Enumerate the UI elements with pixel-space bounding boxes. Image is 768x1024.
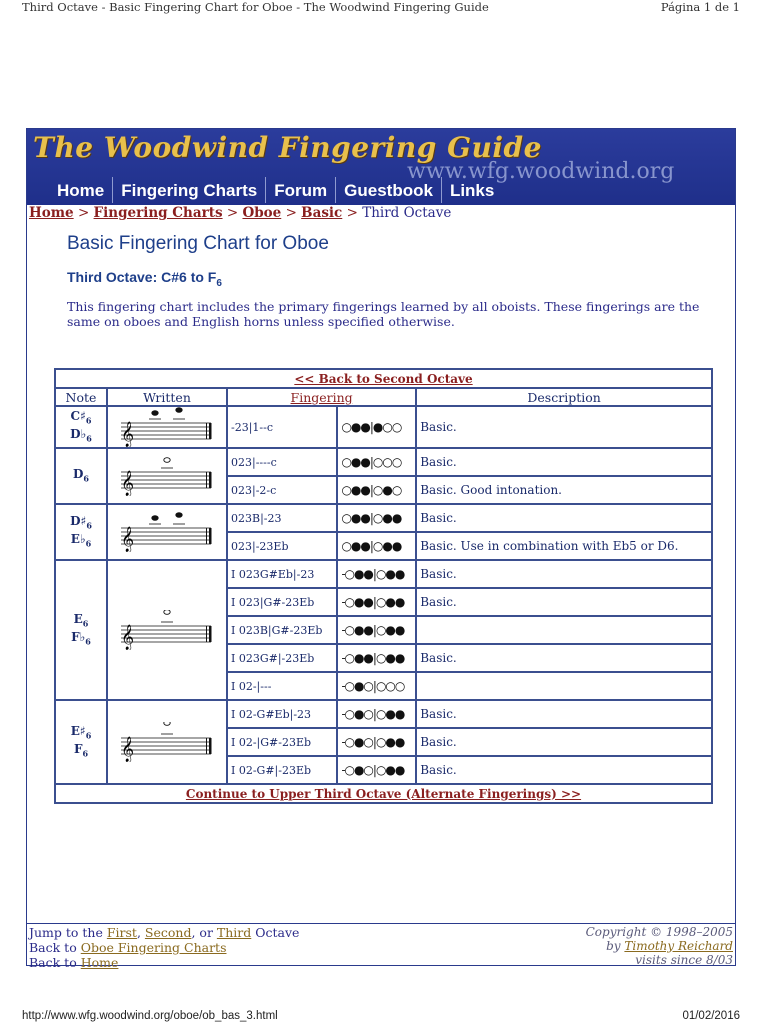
fingering-diagram: -○●○|○●● [337,700,416,728]
fingering-diagram: -○●●|○●● [337,616,416,644]
footer-credits [586,925,733,967]
fingering-diagram: -○●○|○○○ [337,672,416,700]
note-name: $D_6$ [73,466,89,484]
subtitle-sub: 6 [216,277,222,289]
breadcrumb-oboe[interactable]: Oboe [242,205,282,221]
note-name: $E_6$ [73,611,89,628]
header-note: Note [55,388,107,406]
back-cell [55,369,712,388]
breadcrumb-separator: > [226,205,243,221]
fingering-description: Basic. [416,448,712,476]
fingering-code: 023|-23Eb [227,532,337,560]
jump-second-link[interactable]: Second [144,925,192,940]
breadcrumb-separator: > [346,205,363,221]
fingering-row [55,700,712,728]
fingering-code: 023B|-23 [227,504,337,532]
note-name-enharmonic: $F_6$ [73,742,89,759]
fingering-row [55,504,712,532]
note-name-cell [55,700,107,784]
note-name: $C♯_6$ [70,408,92,425]
note-name-cell [55,406,107,448]
written-note-cell [107,448,227,504]
site-logo-url: www.wfg.woodwind.org [407,159,675,184]
svg-text:𝄞: 𝄞 [121,527,135,552]
fingering-code: I 02-G#|-23Eb [227,756,337,784]
continue-upper-third-octave-link[interactable]: Continue to Upper Third Octave (Alternate Fingerings) >> [185,786,582,801]
breadcrumb-separator: > [285,205,302,221]
nav-links[interactable]: Links [441,177,502,203]
footer-divider [27,923,735,924]
written-note-cell [107,504,227,560]
jump-prefix: Jump to the [29,925,103,940]
copyright-text: Copyright © 1998–2005 [585,925,733,939]
fingering-diagram: ○●●|○●● [337,504,416,532]
svg-text:𝄞: 𝄞 [121,422,135,447]
written-note-cell [107,560,227,700]
header-fingering-link[interactable]: Fingering [227,388,416,406]
breadcrumb-home[interactable]: Home [29,205,74,221]
fingering-diagram: -○●●|○●● [337,560,416,588]
footer-nav [29,925,299,970]
fingering-diagram: -○●●|○●● [337,644,416,672]
fingering-description: Basic. Use in combination with Eb5 or D6. [416,532,712,560]
jump-line: Jump to the First, Second, or Third Octave [29,925,300,940]
written-note-cell [107,406,227,448]
fingering-table [54,368,713,804]
staff-notation [117,722,217,762]
fingering-code: 023|----c [227,448,337,476]
author-link[interactable]: Timothy Reichard [624,939,733,953]
nav-guestbook[interactable]: Guestbook [335,177,441,203]
fingering-code: I 023|G#-23Eb [227,588,337,616]
fingering-description: Basic. [416,644,712,672]
back-oboe-line [29,940,299,955]
staff-notation [117,512,217,552]
fingering-diagram: ○●●|○●○ [337,476,416,504]
back-to-second-octave-link[interactable]: << Back to Second Octave [294,371,473,386]
breadcrumb [29,205,451,221]
note-name-enharmonic: $E♭_6$ [70,532,92,549]
fingering-diagram: -○●○|○●● [337,728,416,756]
print-page-number: Página 1 de 1 [660,0,740,14]
fingering-code: I 02-|G#-23Eb [227,728,337,756]
intro-text: This fingering chart includes the primary fingerings learned by all oboists. These fingerings are the same on oboes and English horns unless specified otherwise. [67,299,700,329]
fingering-diagram: -○●○|○●● [337,756,416,784]
svg-text:𝄞: 𝄞 [121,737,135,762]
note-name-cell [55,448,107,504]
by-prefix: by [606,939,621,953]
back-home-link[interactable]: Home [80,955,119,970]
written-note-cell [107,700,227,784]
fingering-diagram: ○●●|○●● [337,532,416,560]
fingering-description: Basic. [416,588,712,616]
fingering-code: I 023B|G#-23Eb [227,616,337,644]
staff-notation [117,407,217,447]
page-frame [26,128,736,970]
fingering-diagram: -○●●|○●● [337,588,416,616]
print-header [22,0,740,16]
subtitle-text: Third Octave: C#6 to F [67,269,217,285]
jump-third-link[interactable]: Third [216,925,252,940]
fingering-description: Basic. [416,700,712,728]
fingering-description: Basic. [416,406,712,448]
back-oboe-charts-link[interactable]: Oboe Fingering Charts [80,940,227,955]
back2-prefix: Back to [29,955,77,970]
nav-forum[interactable]: Forum [265,177,335,203]
header-description: Description [416,388,712,406]
back1-prefix: Back to [29,940,77,955]
print-date: 01/02/2016 [682,1010,740,1022]
back-row [55,369,712,388]
fingering-code: I 02-G#Eb|-23 [227,700,337,728]
note-name-cell [55,504,107,560]
visits-text: visits since 8/03 [635,953,733,967]
fingering-description: Basic. Good intonation. [416,476,712,504]
fingering-description [416,616,712,644]
staff-notation [117,456,217,496]
fingering-code: I 023G#|-23Eb [227,644,337,672]
nav-fingering-charts[interactable]: Fingering Charts [112,177,265,203]
site-banner [27,129,735,205]
table-header-row [55,388,712,406]
note-name-enharmonic: $F♭_6$ [71,630,91,647]
back-home-line [29,955,299,970]
fingering-description: Basic. [416,728,712,756]
main-nav [47,177,502,203]
note-name-cell [55,560,107,700]
print-url: http://www.wfg.woodwind.org/oboe/ob_bas_3.html [22,1010,278,1022]
fingering-description [416,672,712,700]
note-name-enharmonic: $D♭_6$ [70,427,92,444]
breadcrumb-separator: > [77,205,94,221]
fingering-code: 023|-2-c [227,476,337,504]
continue-cell [55,784,712,803]
fingering-description: Basic. [416,756,712,784]
jump-first-link[interactable]: First [106,925,137,940]
note-name: $D♯_6$ [70,513,92,530]
fingering-description: Basic. [416,504,712,532]
fingering-diagram: ○●●|○○○ [337,448,416,476]
header-written: Written [107,388,227,406]
author-line [586,939,733,953]
nav-home[interactable]: Home [57,181,105,200]
page-title: Basic Fingering Chart for Oboe [67,233,329,254]
print-title: Third Octave - Basic Fingering Chart for Oboe - The Woodwind Fingering Guide [22,0,489,14]
breadcrumb-current: Third Octave [362,205,452,221]
svg-text:𝄞: 𝄞 [121,625,135,650]
jump-suffix: Octave [255,925,300,940]
fingering-description: Basic. [416,560,712,588]
fingering-code: I 023G#Eb|-23 [227,560,337,588]
fingering-diagram: ○●●|●○○ [337,406,416,448]
fingering-row [55,406,712,448]
breadcrumb-fingering-charts[interactable]: Fingering Charts [93,205,223,221]
note-name: $E♯_6$ [70,723,92,740]
svg-text:𝄞: 𝄞 [121,471,135,496]
fingering-code: I 02-|--- [227,672,337,700]
fingering-code: -23|1--c [227,406,337,448]
site-logo-title: The Woodwind Fingering Guide [33,131,542,164]
fingering-row [55,560,712,588]
continue-row [55,784,712,803]
page-subtitle [67,269,222,289]
breadcrumb-basic[interactable]: Basic [301,205,343,221]
staff-notation [117,610,217,650]
fingering-row [55,448,712,476]
